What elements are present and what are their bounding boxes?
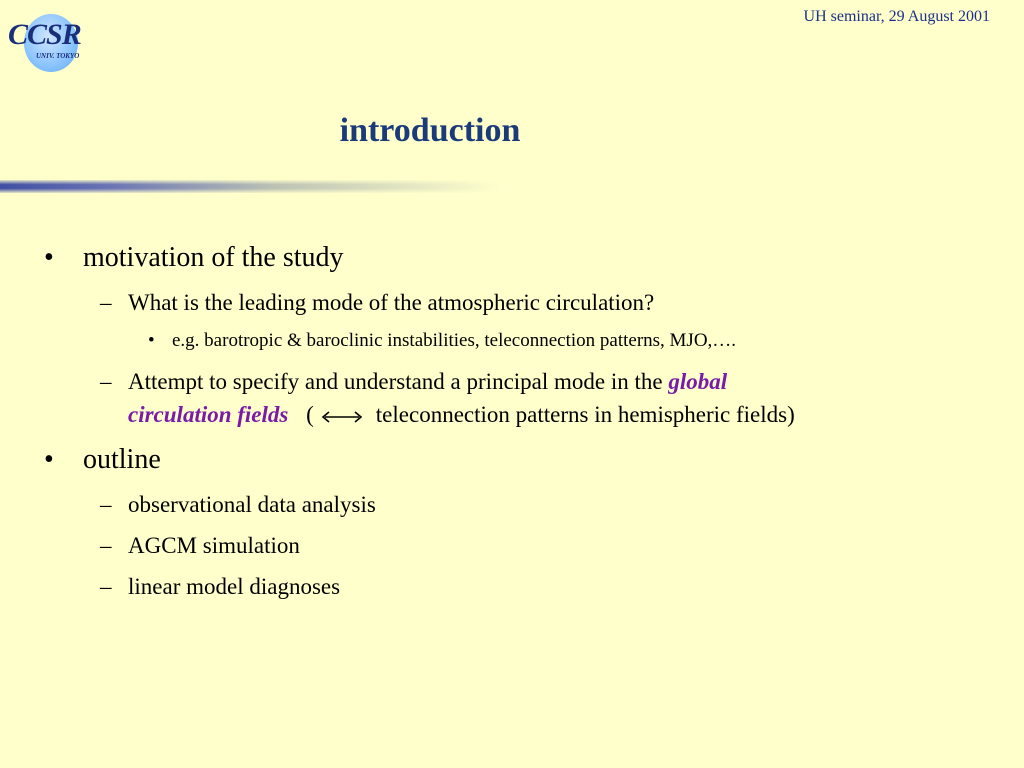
dash-marker: –	[100, 492, 112, 517]
outline-item-observational: observational data analysis	[128, 492, 376, 517]
double-headed-arrow-icon	[320, 410, 364, 424]
attempt-text: Attempt to specify and understand a principal mode in the	[128, 369, 663, 394]
bullet-motivation: motivation of the study	[83, 242, 344, 273]
dash-marker: –	[100, 533, 112, 558]
open-paren: (	[306, 402, 314, 427]
logo-text: CCSR	[8, 18, 81, 51]
dash-marker: –	[100, 369, 112, 394]
dash-marker: –	[100, 574, 112, 599]
outline-item-agcm: AGCM simulation	[128, 533, 300, 558]
bullet-marker-small: •	[148, 330, 155, 351]
emphasis-global: global	[668, 369, 728, 394]
ccsr-logo	[8, 8, 90, 70]
dash-marker: –	[100, 290, 112, 315]
outline-item-linear-model: linear model diagnoses	[128, 574, 341, 599]
logo-subtext: UNIV. TOKYO	[36, 52, 80, 60]
hemispheric-text: teleconnection patterns in hemispheric fields)	[375, 402, 795, 427]
subsubitem-examples: e.g. barotropic & baroclinic instabilities, teleconnection patterns, MJO,….	[172, 330, 737, 351]
subitem-question: What is the leading mode of the atmospheric circulation?	[128, 290, 655, 315]
title-underline-rule	[0, 180, 500, 193]
slide-title: introduction	[339, 112, 521, 149]
bullet-outline: outline	[83, 444, 161, 475]
bullet-marker: •	[44, 242, 54, 273]
emphasis-circulation-fields: circulation fields	[128, 402, 289, 427]
event-note: UH seminar, 29 August 2001	[803, 8, 990, 25]
subitem-attempt-line2	[128, 399, 795, 431]
subitem-attempt-line1	[128, 366, 727, 398]
bullet-marker: •	[44, 444, 54, 475]
